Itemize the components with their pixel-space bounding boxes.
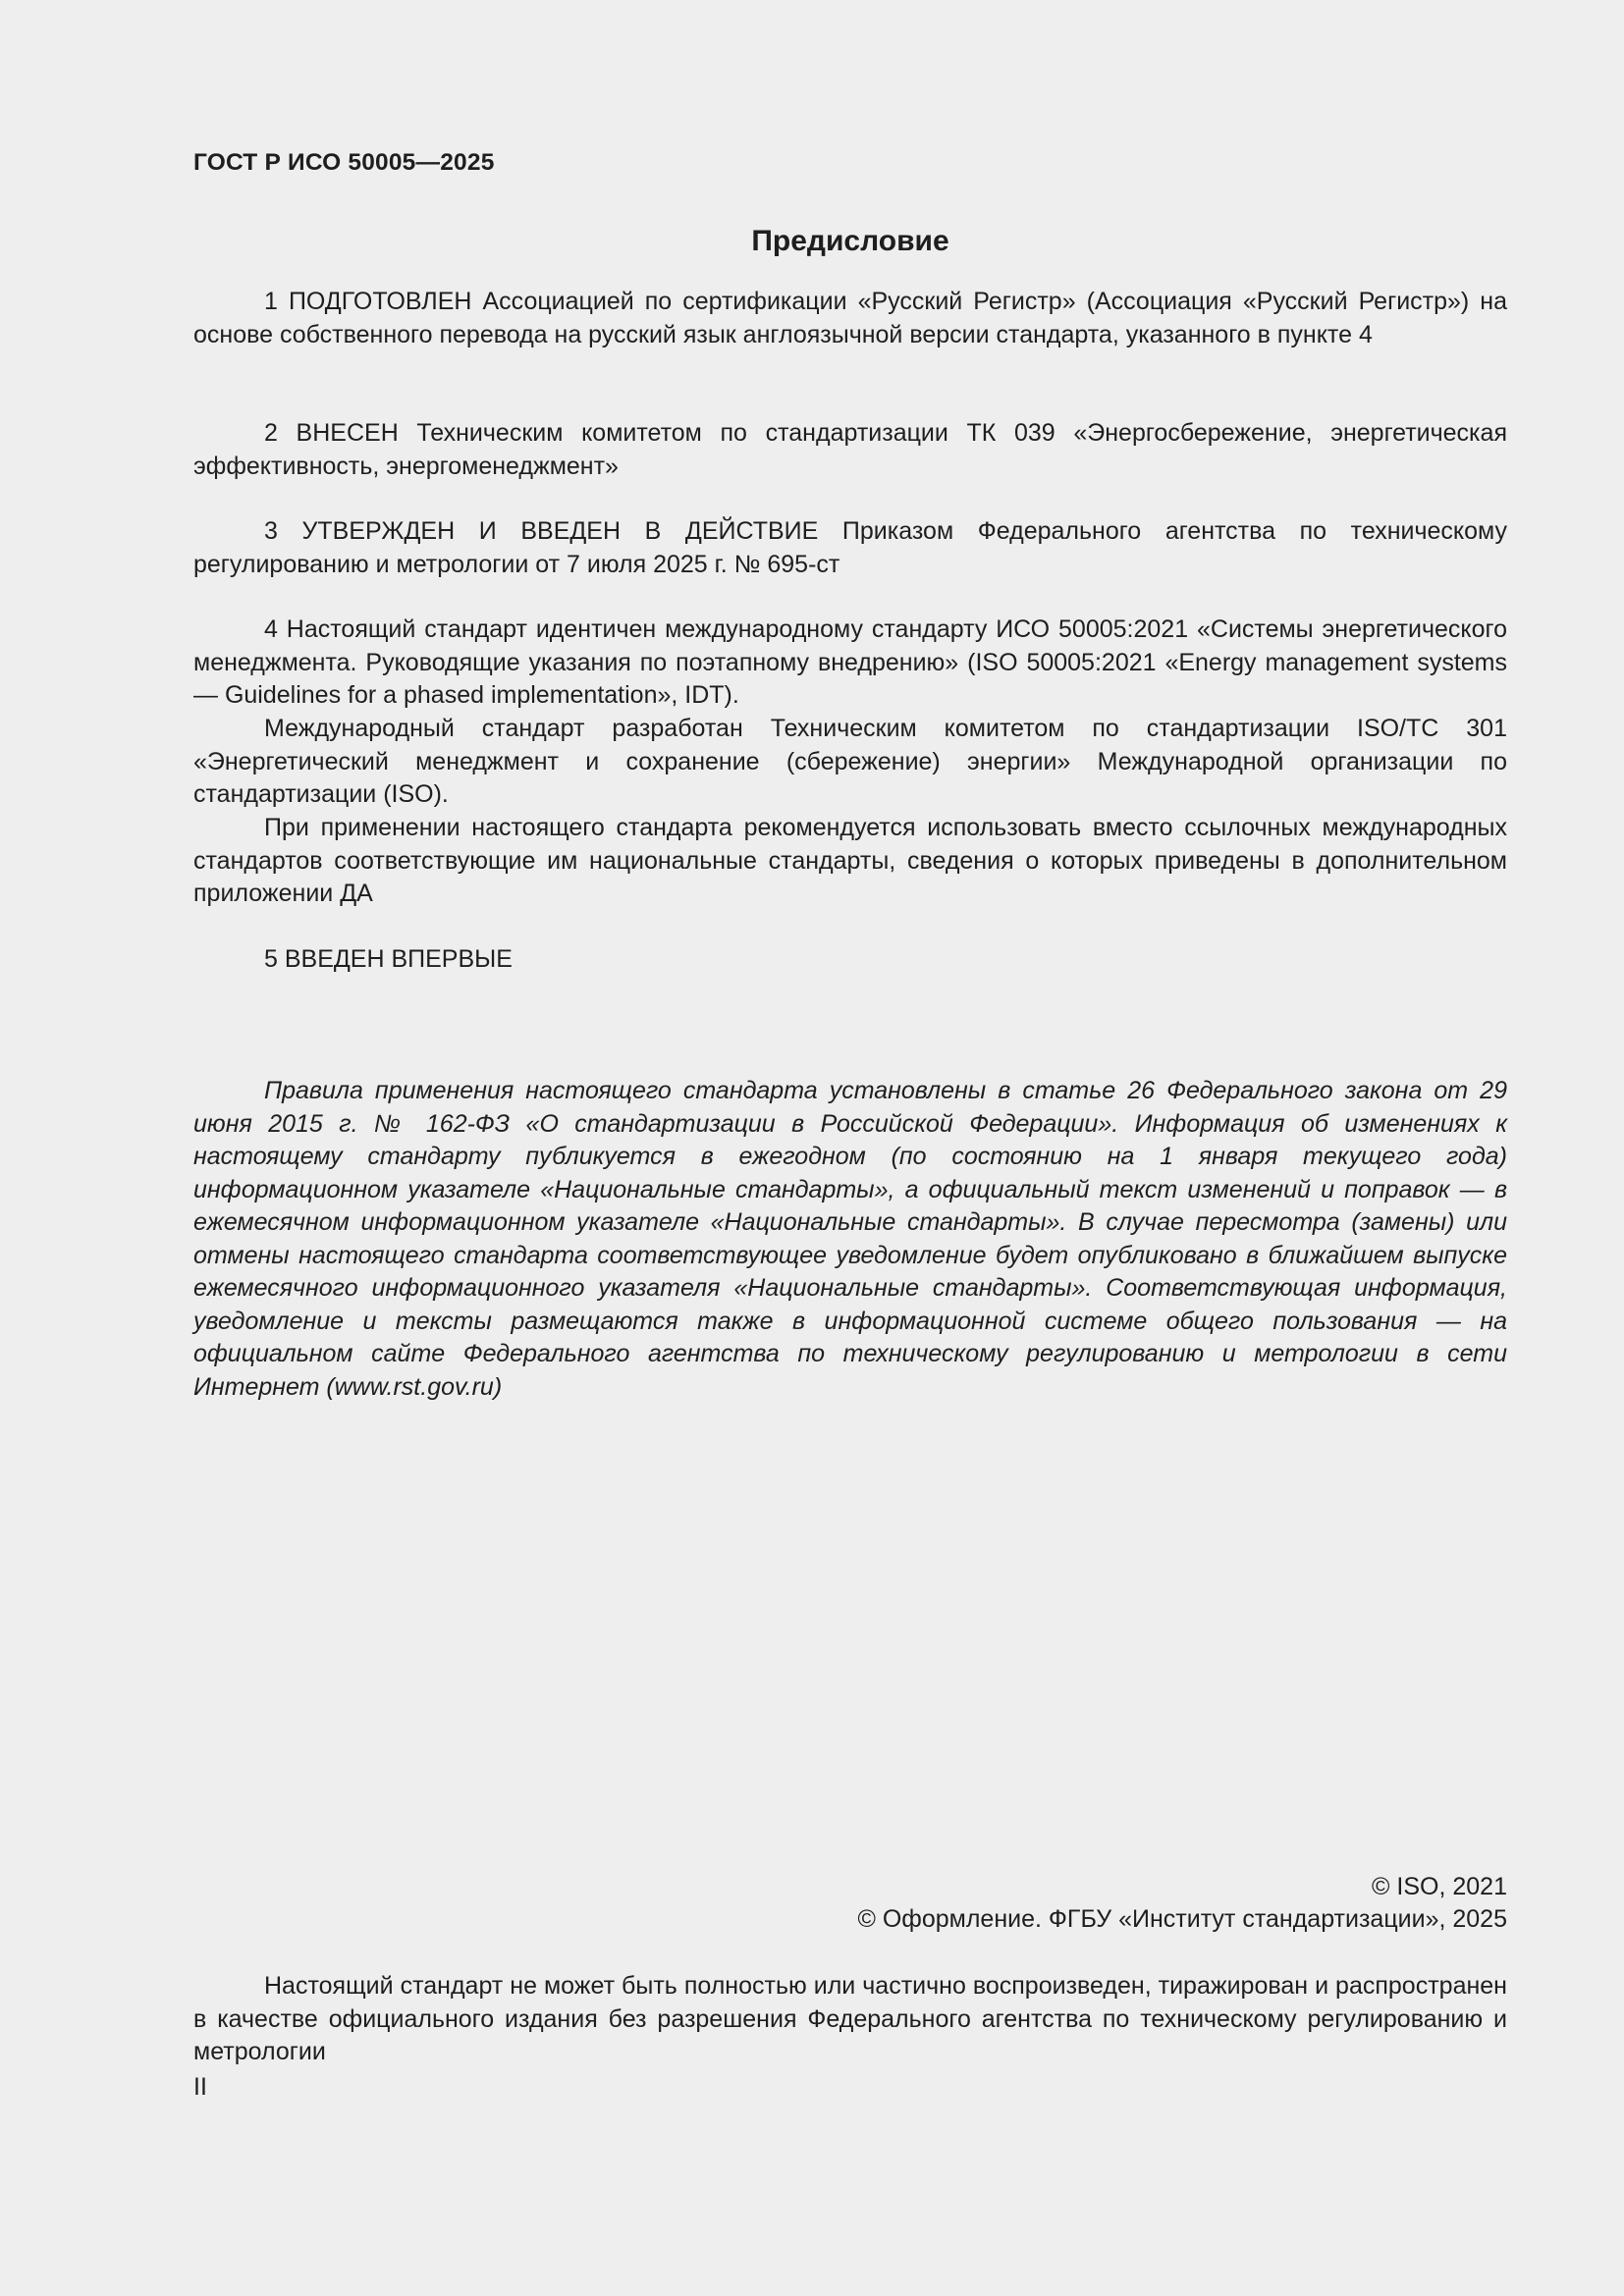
reproduction-notice: Настоящий стандарт не может быть полностью или частично воспроизведен, тиражирован и распространен в качестве официального издания без разрешения Федерального агентства по техническому регулированию и метрологии [193, 1972, 1507, 2065]
foreword-item-4: 4 Настоящий стандарт идентичен международному стандарту ИСО 50005:2021 «Системы энергетического менеджмента. Руководящие указания по поэтапному внедрению» (ISO 50005:2021 «Energy management systems — Guidelines for a phased implementation», IDT). [193, 615, 1507, 709]
foreword-item-2: 2 ВНЕСЕН Техническим комитетом по стандартизации ТК 039 «Энергосбережение, энергетическая эффективность, энергоменеджмент» [193, 419, 1507, 480]
copyright-iso: © ISO, 2021 [1372, 1873, 1507, 1900]
foreword-item-1: 1 ПОДГОТОВЛЕН Ассоциацией по сертификации «Русский Регистр» (Ассоциация «Русский Регистр») на основе собственного перевода на русский язык англоязычной версии стандарта, указанного в пункте 4 [193, 288, 1507, 348]
foreword-item-4-tc: Международный стандарт разработан Техническим комитетом по стандартизации ISO/TC 301 «Энергетический менеджмент и сохранение (сбережение) энергии» Международной организации по стандартизации (ISO). [193, 715, 1507, 808]
foreword-item-3: 3 УТВЕРЖДЕН И ВВЕДЕН В ДЕЙСТВИЕ Приказом Федерального агентства по техническому регулированию и метрологии от 7 июля 2025 г. № 695-ст [193, 517, 1507, 578]
page-title: Предисловие [751, 225, 949, 257]
foreword-item-4-references: При применении настоящего стандарта рекомендуется использовать вместо ссылочных международных стандартов соответствующие им национальные стандарты, сведения о которых приведены в дополнительном приложении ДА [193, 814, 1507, 907]
rules-note: Правила применения настоящего стандарта установлены в статье 26 Федерального закона от 29 июня 2015 г. № 162-ФЗ «О стандартизации в Российской Федерации». Информация об изменениях к настоящему стандарту публикуется в ежегодном (по состоянию на 1 января текущего года) информационном указателе «Национальные стандарты», а официальный текст изменений и поправок — в ежемесячном информационном указателе «Национальные стандарты». В случае пересмотра (замены) или отмены настоящего стандарта соответствующее уведомление будет опубликовано в ближайшем выпуске ежемесячного информационного указателя «Национальные стандарты». Соответствующая информация, уведомление и тексты размещаются также в информационной системе общего пользования — на официальном сайте Федерального агентства по техническому регулированию и метрологии в сети Интернет (www.rst.gov.ru) [193, 1077, 1507, 1401]
copyright-design: © Оформление. ФГБУ «Институт стандартизации», 2025 [857, 1905, 1507, 1933]
page-number: II [193, 2073, 207, 2101]
foreword-item-5: 5 ВВЕДЕН ВПЕРВЫЕ [264, 945, 513, 973]
document-code: ГОСТ Р ИСО 50005—2025 [193, 149, 495, 176]
